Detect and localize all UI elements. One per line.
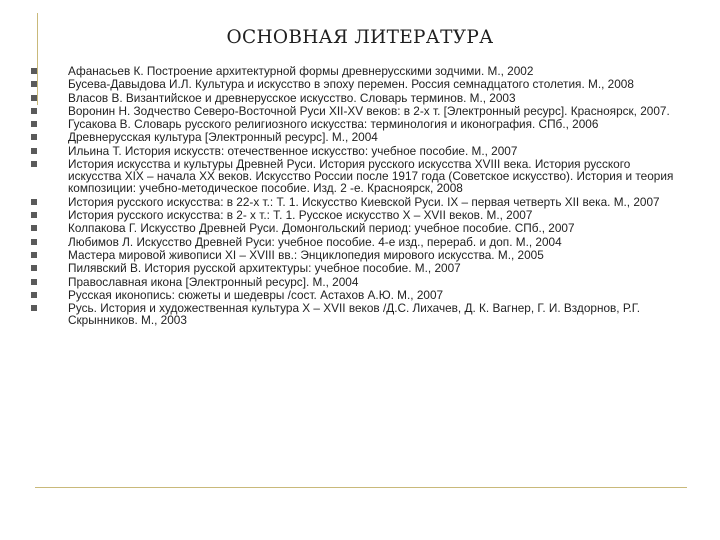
square-bullet-icon: [31, 161, 37, 167]
list-item-text: История искусства и культуры Древней Руси. История русского искусства XVIII века. История русского искусства XIX – начала XX веков. Искусство России после 1917 года (Советское искусство). История и теория композиции: учебно-методическое пособие. Изд. 2 -е. Красноярск, 2008: [68, 157, 674, 196]
list-item-text: История русского искусства: в 2- х т.: Т. 1. Русское искусство X – XVII веков. М., 2007: [68, 208, 533, 223]
square-bullet-icon: [31, 134, 37, 140]
square-bullet-icon: [31, 81, 37, 87]
list-item-text: Мастера мировой живописи XI – XVIII вв.: Энциклопедия мирового искусства. М., 2005: [68, 247, 544, 262]
list-item: [30, 262, 675, 274]
bibliography-list: [30, 65, 675, 328]
slide-title: ОСНОВНАЯ ЛИТЕРАТУРА: [226, 27, 494, 48]
square-bullet-icon: [31, 148, 37, 154]
list-item-text: Русь. История и художественная культура X – XVII веков /Д.С. Лихачев, Д. К. Вагнер, Г. И. Вздорнов, Р.Г. Скрынников. М., 2003: [68, 301, 640, 328]
list-item-text: Пилявский В. История русской архитектуры: учебное пособие. М., 2007: [68, 261, 461, 276]
list-item: [30, 236, 675, 248]
square-bullet-icon: [31, 239, 37, 245]
decorative-horizontal-line: [35, 487, 687, 488]
list-item-text: Древнерусская культура [Электронный ресурс]. М., 2004: [68, 130, 378, 145]
list-item: [30, 289, 675, 301]
square-bullet-icon: [31, 95, 37, 101]
square-bullet-icon: [31, 305, 37, 311]
square-bullet-icon: [31, 292, 37, 298]
square-bullet-icon: [31, 108, 37, 114]
list-item: [30, 78, 675, 90]
list-item-text: Гусакова В. Словарь русского религиозного искусства: терминология и иконография. СПб., 2006: [68, 117, 599, 132]
list-item: [30, 222, 675, 234]
square-bullet-icon: [31, 279, 37, 285]
square-bullet-icon: [31, 121, 37, 127]
list-item: [30, 118, 675, 130]
list-item: [30, 145, 675, 157]
list-item-text: Русская иконопись: сюжеты и шедевры /сост. Астахов А.Ю. М., 2007: [68, 287, 444, 302]
list-item-text: Власов В. Византийское и древнерусское искусство. Словарь терминов. М., 2003: [68, 90, 516, 105]
square-bullet-icon: [31, 212, 37, 218]
list-item: [30, 196, 675, 208]
list-item: [30, 92, 675, 104]
list-item-text: Афанасьев К. Построение архитектурной формы древнерусскими зодчими. М., 2002: [68, 64, 534, 78]
list-item-text: Любимов Л. Искусство Древней Руси: учебное пособие. 4-е изд., перераб. и доп. М., 2004: [68, 234, 562, 249]
list-item: [30, 158, 675, 195]
square-bullet-icon: [31, 225, 37, 231]
square-bullet-icon: [31, 68, 37, 74]
list-item: [30, 131, 675, 143]
list-item-text: Бусева-Давыдова И.Л. Культура и искусство в эпоху перемен. Россия семнадцатого столетия. М., 2008: [68, 77, 634, 92]
square-bullet-icon: [31, 252, 37, 258]
list-item: [30, 209, 675, 221]
list-item: [30, 105, 675, 117]
list-item-text: Колпакова Г. Искусство Древней Руси. Домонгольский период: учебное пособие. СПб., 2007: [68, 221, 575, 236]
list-item: [30, 249, 675, 261]
list-item-text: История русского искусства: в 22-х т.: Т. 1. Искусство Киевской Руси. IX – первая четверть XII века. М., 2007: [68, 194, 660, 209]
square-bullet-icon: [31, 199, 37, 205]
list-item: [30, 302, 675, 326]
list-item-text: Ильина Т. История искусств: отечественное искусство: учебное пособие. М., 2007: [68, 143, 518, 158]
list-item-text: Воронин Н. Зодчество Северо-Восточной Руси XII-XV веков: в 2-х т. [Электронный ресурс]. Красноярск, 2007.: [68, 103, 670, 118]
list-item-text: Православная икона [Электронный ресурс]. М., 2004: [68, 274, 359, 289]
square-bullet-icon: [31, 265, 37, 271]
list-item: [30, 276, 675, 288]
list-item: [30, 65, 675, 77]
